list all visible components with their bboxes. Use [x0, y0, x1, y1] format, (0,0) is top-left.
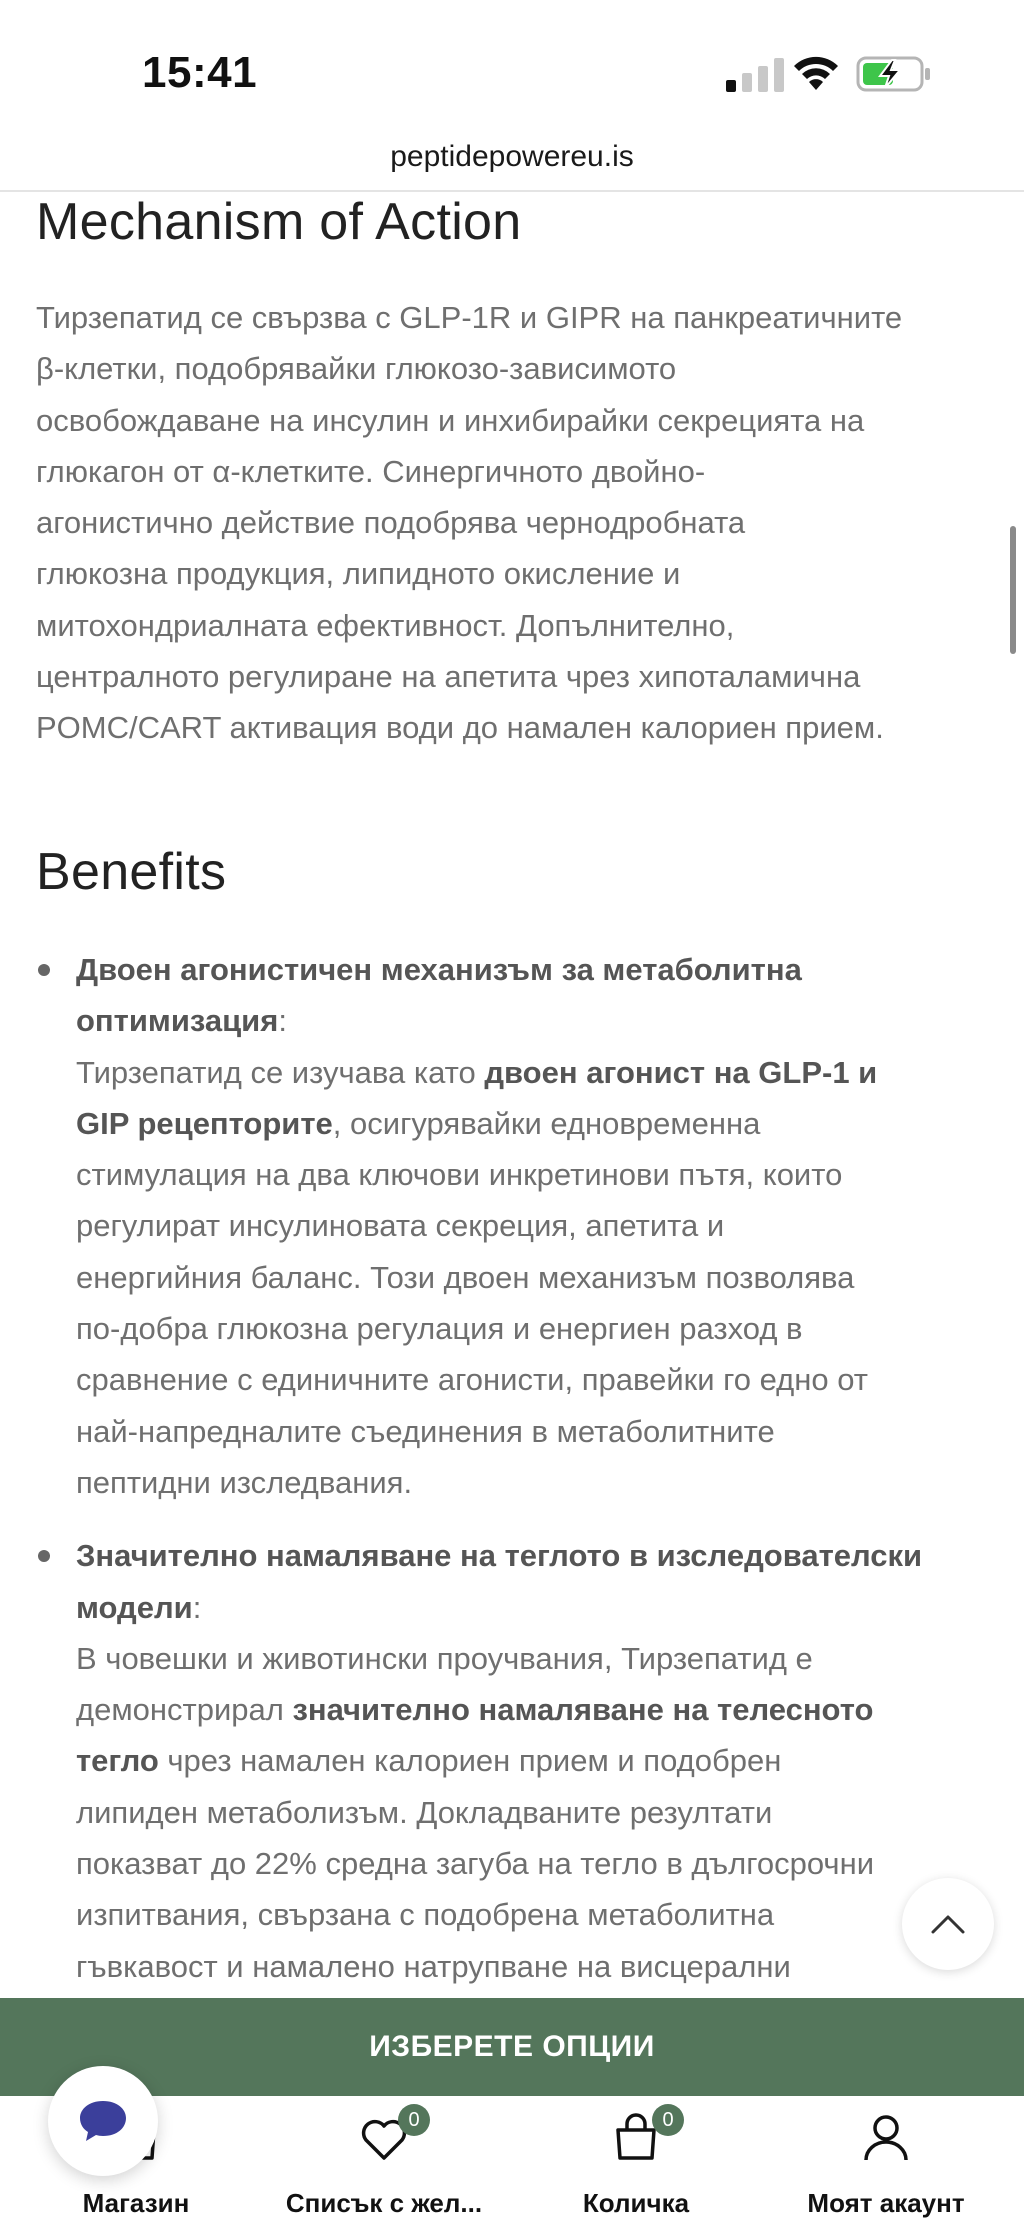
mechanism-line: POMC/CART активация води до намален калориен прием.: [36, 710, 884, 746]
cart-count-badge: 0: [652, 2104, 684, 2136]
nav-shop-label: Магазин: [82, 2188, 190, 2218]
chat-icon: [78, 2099, 128, 2143]
benefit-text: най-напредналите съединения в метаболитните: [76, 1413, 775, 1449]
benefit-text: гъвкавост и намалено натрупване на висцерални: [76, 1948, 791, 1984]
benefit-highlight: двоен агонист на GLP-1 и: [484, 1054, 878, 1090]
scroll-to-top-button[interactable]: [902, 1878, 994, 1970]
benefit-text: Тирзепатид се изучава като: [76, 1054, 485, 1090]
benefit-heading: Двоен агонистичен механизъм за метаболитна: [76, 952, 802, 987]
chat-button[interactable]: [48, 2066, 158, 2176]
benefit-text: по-добра глюкозна регулация и енергиен разход в: [76, 1311, 803, 1347]
benefit-text: показват до 22% средна загуба на тегло в дългосрочни: [76, 1846, 875, 1882]
nav-wishlist[interactable]: [274, 2109, 494, 2222]
benefit-text: стимулация на два ключови инкретинови пътя, които: [76, 1157, 843, 1193]
benefit-text: демонстрирал: [76, 1692, 293, 1728]
benefit-text: липиден метаболизъм. Докладваните резултати: [76, 1794, 773, 1830]
wifi-icon: [792, 54, 840, 92]
mechanism-line: централното регулиране на апетита чрез хипоталамична: [36, 659, 861, 695]
status-time: 15:41: [142, 48, 258, 97]
list-item: Двоен агонистичен механизъм за метаболитна оптимизация: Тирзепатид се изучава като двоен агонист на GLP-1 и GIP рецепторите, осигурявайки едновременна стимулация на два ключови инкретинови пътя, които регулират инсулиновата секреция, апетита и енергийния баланс. Този двоен механизъм позволява по-добра глюкозна регулация и енергиен разход в сравнение с единичните агонисти, правейки го едно от най-напредналите съединения в метаболитните пептидни изследвания.: [36, 944, 988, 1508]
nav-cart[interactable]: [526, 2109, 746, 2222]
list-item: Значително намаляване на теглото в изследователски модели: В човешки и животински проучвания, Тирзепатид е демонстрирал значително намаляване на телесното тегло чрез намален калориен прием и подобрен липиден метаболизъм. Докладваните резултати показват до 22% средна загуба на тегло в дългосрочни изпитвания, свързана с подобрена метаболитна гъвкавост и намалено натрупване на висцерални: [36, 1530, 988, 1992]
chevron-up-icon: [930, 1913, 966, 1935]
benefit-heading: модели: [76, 1589, 193, 1625]
benefit-text: пептидни изследвания.: [76, 1464, 413, 1500]
benefit-highlight: тегло: [76, 1743, 159, 1779]
mechanism-line: глюкагон от α-клетките. Синергичното двойно-: [36, 453, 706, 489]
url-text[interactable]: peptidepowereu.is: [390, 140, 634, 173]
benefit-text: енергийния баланс. Този двоен механизъм позволява: [76, 1259, 855, 1295]
mechanism-text: [36, 292, 986, 754]
benefits-list: [36, 944, 988, 1992]
mechanism-line: освобождаване на инсулин и инхибирайки секрецията на: [36, 402, 865, 438]
nav-account[interactable]: [776, 2112, 996, 2222]
mechanism-heading: Mechanism of Action: [36, 193, 522, 251]
benefit-text: В човешки и животински проучвания, Тирзепатид е: [76, 1640, 813, 1676]
mechanism-line: глюкозна продукция, липидното окисление и: [36, 556, 681, 592]
benefit-text: сравнение с единичните агонисти, правейки го едно от: [76, 1362, 868, 1398]
nav-cart-label: Количка: [582, 2188, 690, 2218]
battery-charging-icon: [856, 56, 932, 92]
benefit-text: изпитвания, свързана с подобрена метаболитна: [76, 1897, 775, 1933]
browser-header: [0, 0, 1024, 192]
select-options-button[interactable]: ИЗБЕРЕТЕ ОПЦИИ: [0, 1998, 1024, 2096]
benefit-heading: оптимизация: [76, 1003, 279, 1039]
mechanism-line: β-клетки, подобрявайки глюкозо-зависимото: [36, 351, 677, 387]
mechanism-line: агонистично действие подобрява чернодробната: [36, 505, 746, 541]
mechanism-line: митохондриалната ефективност. Допълнително,: [36, 607, 735, 643]
benefit-text: , осигурявайки едновременна: [332, 1105, 761, 1141]
benefit-highlight: значително намаляване на телесното: [292, 1692, 874, 1728]
scrollbar-thumb[interactable]: [1010, 526, 1016, 654]
benefit-highlight: GIP рецепторите: [76, 1105, 333, 1141]
benefit-heading: Значително намаляване на теглото в изследователски: [76, 1538, 923, 1574]
nav-wishlist-label: Списък с жел...: [285, 2188, 483, 2218]
benefit-text: регулират инсулиновата секреция, апетита и: [76, 1208, 725, 1244]
wishlist-count-badge: 0: [398, 2104, 430, 2136]
mechanism-line: Тирзепатид се свързва с GLP-1R и GIPR на панкреатичните: [36, 300, 903, 335]
user-icon: [860, 2112, 912, 2164]
signal-icon: [724, 58, 790, 92]
benefits-heading: Benefits: [36, 843, 227, 901]
nav-account-label: Моят акаунт: [807, 2188, 965, 2218]
benefit-text: чрез намален калориен прием и подобрен: [158, 1743, 782, 1779]
